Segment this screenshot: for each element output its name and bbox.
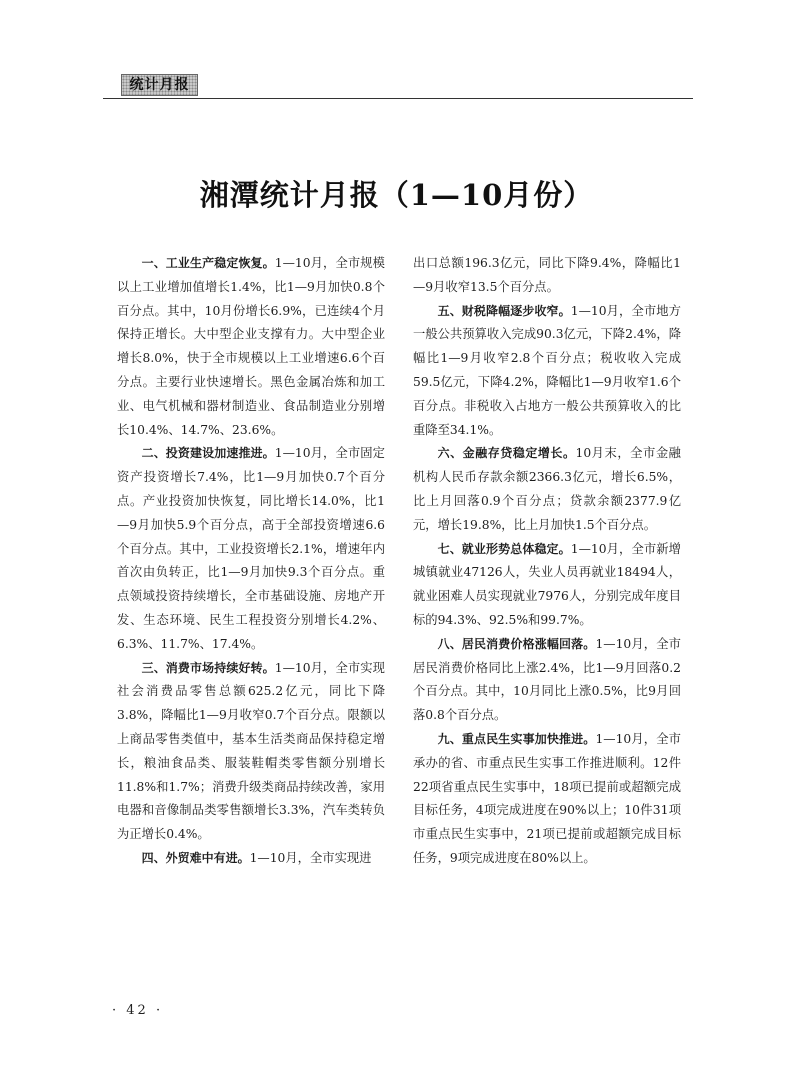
- paragraph-industry: [117, 252, 385, 442]
- text-prices: 1—10月，全市居民消费价格同比上涨2.4%，比1—9月回落0.2个百分点。其中，10月同比上涨0.5%，比9月回落0.8个百分点。: [413, 636, 681, 723]
- right-column: [413, 252, 681, 871]
- text-consumption: 1—10月，全市实现社会消费品零售总额625.2亿元，同比下降3.8%，降幅比1—9月收窄0.7个百分点。限额以上商品零售类值中，基本生活类商品保持稳定增长，粮油食品类、服装鞋帽类零售额分别增长11.8%和1.7%；消费升级类商品持续改善，家用电器和音像制品类零售额增长3.3%，汽车类转负为正增长0.4%。: [117, 660, 385, 842]
- heading-fiscal: 五、财税降幅逐步收窄。: [437, 303, 571, 318]
- paragraph-prices: [413, 633, 681, 728]
- heading-livelihood: 九、重点民生实事加快推进。: [437, 731, 596, 746]
- heading-consumption: 三、消费市场持续好转。: [141, 660, 275, 675]
- text-investment: 1—10月，全市固定资产投资增长7.4%，比1—9月加快0.7个百分点。产业投资加快恢复，同比增长14.0%，比1—9月加快5.9个百分点，高于全部投资增速6.6个百分点。其中，工业投资增长2.1%，增速年内首次由负转正，比1—9月加快9.3个百分点。重点领域投资持续增长，全市基础设施、房地产开发、生态环境、民生工程投资分别增长4.2%、6.3%、11.7%、17.4%。: [117, 446, 385, 651]
- paragraph-trade: [117, 847, 385, 871]
- text-livelihood: 1—10月，全市承办的省、市重点民生实事工作推进顺利。12件22项省重点民生实事中，18项已提前或超额完成目标任务，4项完成进度在90%以上；10件31项市重点民生实事中，21项已提前或超额完成目标任务，9项完成进度在80%以上。: [413, 731, 681, 865]
- text-industry: 1—10月，全市规模以上工业增加值增长1.4%，比1—9月加快0.8个百分点。其中，10月份增长6.9%，已连续4个月保持正增长。大中型企业支撑有力。大中型企业增长8.0%，快于全市规模以上工业增速6.6个百分点。主要行业快速增长。黑色金属冶炼和加工业、电气机械和器材制造业、食品制造业分别增长10.4%、14.7%、23.6%。: [117, 256, 385, 437]
- heading-trade: 四、外贸难中有进。: [141, 850, 250, 865]
- text-trade: 1—10月，全市实现进: [249, 850, 372, 865]
- page-number: · 42 ·: [112, 1003, 164, 1018]
- left-column: [117, 252, 385, 871]
- text-employment: 1—10月，全市新增城镇就业47126人，失业人员再就业18494人，就业困难人员实现就业7976人，分别完成年度目标的94.3%、92.5%和99.7%。: [413, 541, 681, 627]
- heading-employment: 七、就业形势总体稳定。: [437, 541, 571, 556]
- paragraph-finance: [413, 442, 681, 537]
- paragraph-fiscal: [413, 300, 681, 443]
- heading-investment: 二、投资建设加速推进。: [141, 446, 275, 461]
- page-title: 湘潭统计月报（1—10月份）: [199, 178, 594, 212]
- heading-finance: 六、金融存贷稳定增长。: [437, 446, 576, 461]
- heading-industry: 一、工业生产稳定恢复。: [141, 256, 275, 270]
- paragraph-trade-continued: [413, 252, 681, 300]
- section-tag: 统计月报: [121, 74, 198, 96]
- paragraph-consumption: [117, 657, 385, 847]
- text-fiscal: 1—10月，全市地方一般公共预算收入完成90.3亿元，下降2.4%，降幅比1—9月收窄2.8个百分点；税收收入完成59.5亿元，下降4.2%，降幅比1—9月收窄1.6个百分点。非税收入占地方一般公共预算收入的比重降至34.1%。: [413, 303, 681, 437]
- header-rule: [103, 98, 693, 99]
- paragraph-investment: [117, 442, 385, 656]
- paragraph-livelihood: [413, 728, 681, 871]
- text-trade-continued: 出口总额196.3亿元，同比下降9.4%，降幅比1—9月收窄13.5个百分点。: [413, 256, 681, 294]
- text-finance: 10月末，全市金融机构人民币存款余额2366.3亿元，增长6.5%，比上月回落0.9个百分点；贷款余额2377.9亿元，增长19.8%，比上月加快1.5个百分点。: [413, 446, 681, 532]
- paragraph-employment: [413, 538, 681, 633]
- heading-prices: 八、居民消费价格涨幅回落。: [437, 636, 596, 651]
